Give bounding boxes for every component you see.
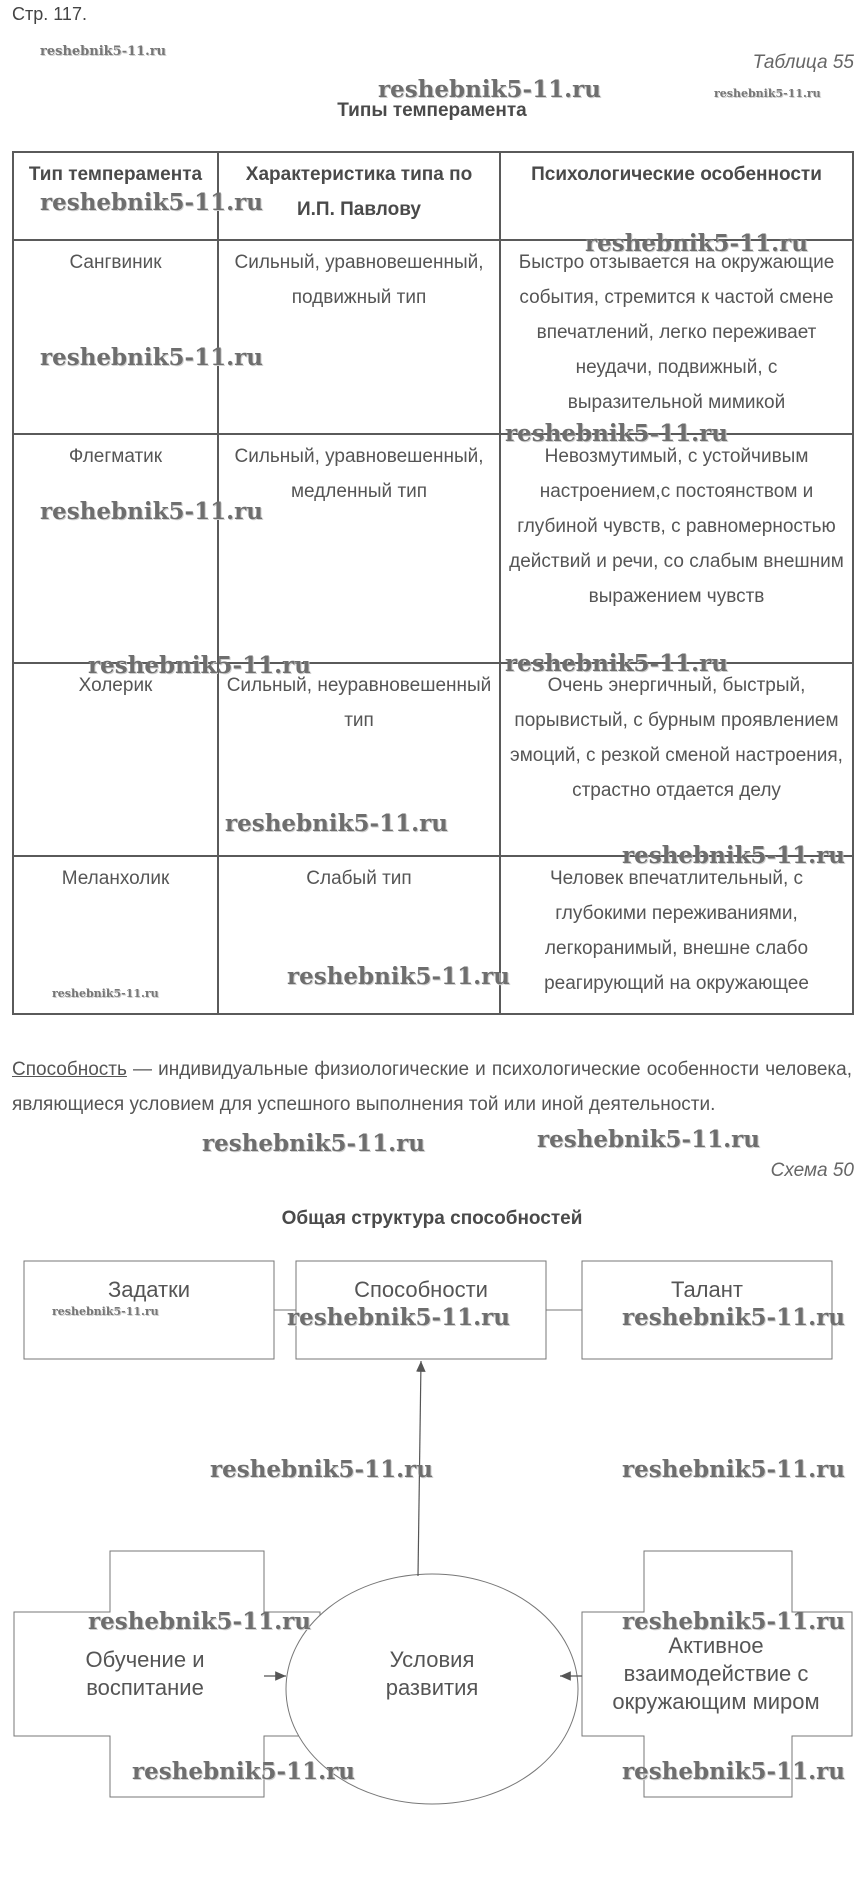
cell-type: Холерик — [13, 663, 218, 856]
watermark: reshebnik5-11.ru — [52, 1305, 159, 1318]
definition-text: — индивидуальные физиологические и психологические особенности человека, являющиеся условием для успешного выполнения той или иной деятельности. — [12, 1059, 852, 1115]
cell-type: Флегматик — [13, 434, 218, 663]
node-talent-label: Талант — [671, 1277, 743, 1302]
watermark: reshebnik5-11.ru — [622, 1758, 845, 1785]
watermark: reshebnik5-11.ru — [225, 810, 448, 837]
watermark: reshebnik5-11.ru — [287, 1304, 510, 1331]
node-interaction-label: Активное взаимодействие с окружающим миром — [612, 1633, 820, 1714]
cell-type: Сангвиник — [13, 240, 218, 434]
watermark: reshebnik5-11.ru — [505, 650, 728, 677]
header-pavlov: Характеристика типа по И.П. Павлову — [218, 152, 500, 240]
table-caption: Таблица 55 — [752, 52, 854, 73]
header-type: Тип темперамента — [13, 152, 218, 240]
watermark: reshebnik5-11.ru — [287, 963, 510, 990]
cell-pavlov: Слабый тип — [218, 856, 500, 1014]
cell-features: Очень энергичный, быстрый, порывистый, с бурным проявлением эмоций, с резкой сменой настроения, страстно отдается делу — [500, 663, 853, 856]
watermark: reshebnik5-11.ru — [40, 344, 263, 371]
watermark: reshebnik5-11.ru — [88, 1608, 311, 1635]
watermark: reshebnik5-11.ru — [714, 87, 821, 100]
watermark: reshebnik5-11.ru — [378, 76, 601, 103]
cell-pavlov: Сильный, уравновешенный, медленный тип — [218, 434, 500, 663]
page-number: Стр. 117. — [12, 4, 87, 24]
scheme-title: Общая структура способностей — [281, 1208, 583, 1229]
cell-features: Человек впечатлительный, с глубокими переживаниями, легкоранимый, внешне слабо реагирующий на окружающее — [500, 856, 853, 1014]
table-title: Типы темперамента — [337, 100, 527, 121]
header-features: Психологические особенности — [500, 152, 853, 240]
watermark: reshebnik5-11.ru — [132, 1758, 355, 1785]
watermark: reshebnik5-11.ru — [40, 189, 263, 216]
node-abilities-label: Способности — [354, 1277, 488, 1302]
cell-pavlov: Сильный, неуравновешенный тип — [218, 663, 500, 856]
watermark: reshebnik5-11.ru — [202, 1130, 425, 1157]
scheme-caption: Схема 50 — [770, 1160, 854, 1181]
watermark: reshebnik5-11.ru — [622, 1608, 845, 1635]
cell-features: Быстро отзывается на окружающие события, стремится к частой смене впечатлений, легко переживает неудачи, подвижный, с выразительной мимикой — [500, 240, 853, 434]
node-inclinations-label: Задатки — [107, 1277, 191, 1302]
definition-term: Способность — [12, 1059, 127, 1080]
watermark: reshebnik5-11.ru — [52, 987, 159, 1000]
cell-pavlov: Сильный, уравновешенный, подвижный тип — [218, 240, 500, 434]
watermark: reshebnik5-11.ru — [210, 1456, 433, 1483]
watermark: reshebnik5-11.ru — [622, 842, 845, 869]
node-education-label: Обучение и воспитание — [85, 1647, 205, 1700]
watermark: reshebnik5-11.ru — [537, 1126, 760, 1153]
watermark: reshebnik5-11.ru — [40, 44, 167, 59]
cell-type: Меланхолик — [13, 856, 218, 1014]
watermark: reshebnik5-11.ru — [622, 1456, 845, 1483]
watermark: reshebnik5-11.ru — [585, 230, 808, 257]
node-conditions-label: Условия развития — [385, 1647, 479, 1700]
watermark: reshebnik5-11.ru — [505, 420, 728, 447]
cell-features: Невозмутимый, с устойчивым настроением,с постоянством и глубиной чувств, с равномерностью действий и речи, со слабым внешним выражением чувств — [500, 434, 853, 663]
watermark: reshebnik5-11.ru — [40, 498, 263, 525]
watermark: reshebnik5-11.ru — [88, 652, 311, 679]
watermark: reshebnik5-11.ru — [622, 1304, 845, 1331]
